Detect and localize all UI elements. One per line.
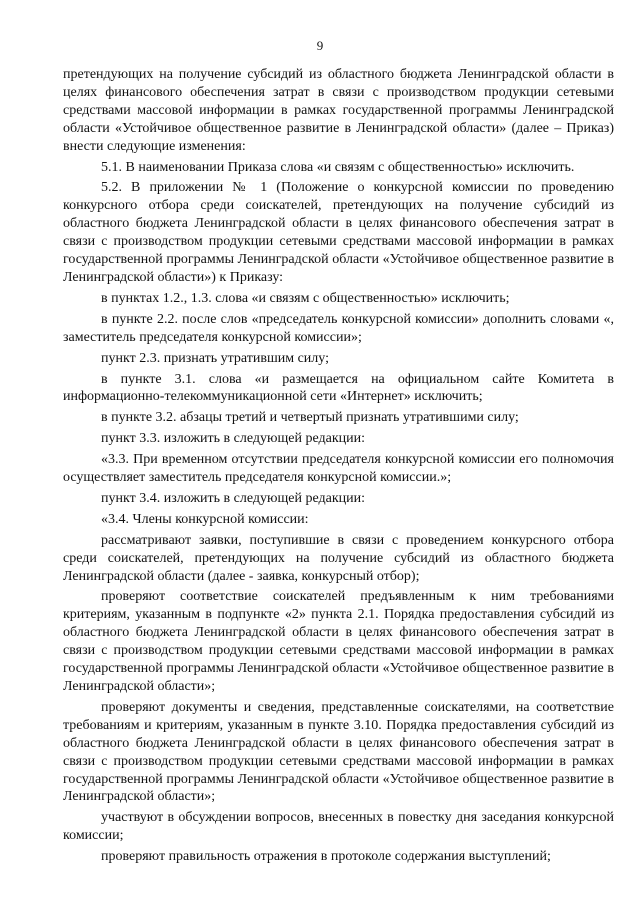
- paragraph-item: в пункте 3.2. абзацы третий и четвертый признать утратившими силу;: [101, 410, 519, 426]
- paragraph-5-2: 5.2. В приложении № 1 (Положение о конкурсной комиссии по проведению конкурсного отбора среди соискателей, претендующих на получение субсидий из областного бюджета Ленинградской области в целях финансового обеспечения затрат в связи с производством продукции сетевыми средствами массовой информации в рамках государственной программы Ленинградской области «Устойчивое общественное развитие в Ленинградской области») к Приказу:: [63, 180, 614, 285]
- paragraph-item: пункт 2.3. признать утратившим силу;: [101, 350, 329, 366]
- document-body: [63, 66, 614, 869]
- paragraph-item: в пунктах 1.2., 1.3. слова «и связям с общественностью» исключить;: [101, 290, 510, 306]
- paragraph-item: участвуют в обсуждении вопросов, внесенных в повестку дня заседания конкурсной комиссии;: [63, 810, 614, 844]
- paragraph-item: проверяют правильность отражения в протоколе содержания выступлений;: [101, 849, 551, 865]
- paragraph-quote-3-3: «3.3. При временном отсутствии председателя конкурсной комиссии его полномочия осуществляет заместитель председателя конкурсной комиссии.»;: [63, 452, 614, 486]
- paragraph-item: пункт 3.4. изложить в следующей редакции:: [101, 490, 365, 506]
- paragraph-item: в пункте 2.2. после слов «председатель конкурсной комиссии» дополнить словами «, заместитель председателя конкурсной комиссии»;: [63, 311, 614, 345]
- paragraph-item: проверяют документы и сведения, представленные соискателями, на соответствие требованиям и критериям, указанным в пункте 3.10. Порядка предоставления субсидий из областного бюджета Ленинградской области в целях финансового обеспечения затрат в связи с производством продукции сетевыми средствами массовой информации в рамках государственной программы Ленинградской области «Устойчивое общественное развитие в Ленинградской области»;: [63, 699, 614, 805]
- paragraph-item: в пункте 3.1. слова «и размещается на официальном сайте Комитета в информационно-телекоммуникационной сети «Интернет» исключить;: [63, 371, 614, 405]
- paragraph-5-1: 5.1. В наименовании Приказа слова «и связям с общественностью» исключить.: [101, 159, 575, 175]
- paragraph-item: пункт 3.3. изложить в следующей редакции:: [101, 431, 365, 447]
- paragraph-item: проверяют соответствие соискателей предъявленным к ним требованиями критериям, указанным в подпункте «2» пункта 2.1. Порядка предоставления субсидий из областного бюджета Ленинградской области в целях финансового обеспечения затрат в связи с производством продукции сетевыми средствами массовой информации в рамках государственной программы Ленинградской области «Устойчивое общественное развитие в Ленинградской области»;: [63, 589, 614, 694]
- paragraph-quote-3-4: «3.4. Члены конкурсной комиссии:: [101, 511, 309, 527]
- paragraph-item: рассматривают заявки, поступившие в связи с проведением конкурсного отбора среди соискателей, претендующих на получение субсидий из областного бюджета Ленинградской области (далее - заявка, конкурсный отбор);: [63, 532, 614, 584]
- page-number: 9: [316, 38, 324, 53]
- paragraph-intro-continuation: претендующих на получение субсидий из областного бюджета Ленинградской области в целях финансового обеспечения затрат в связи с производством продукции сетевыми средствами массовой информации в рамках государственной программы Ленинградской области «Устойчивое общественное развитие в Ленинградской области» (далее – Приказ) внести следующие изменения:: [63, 67, 614, 154]
